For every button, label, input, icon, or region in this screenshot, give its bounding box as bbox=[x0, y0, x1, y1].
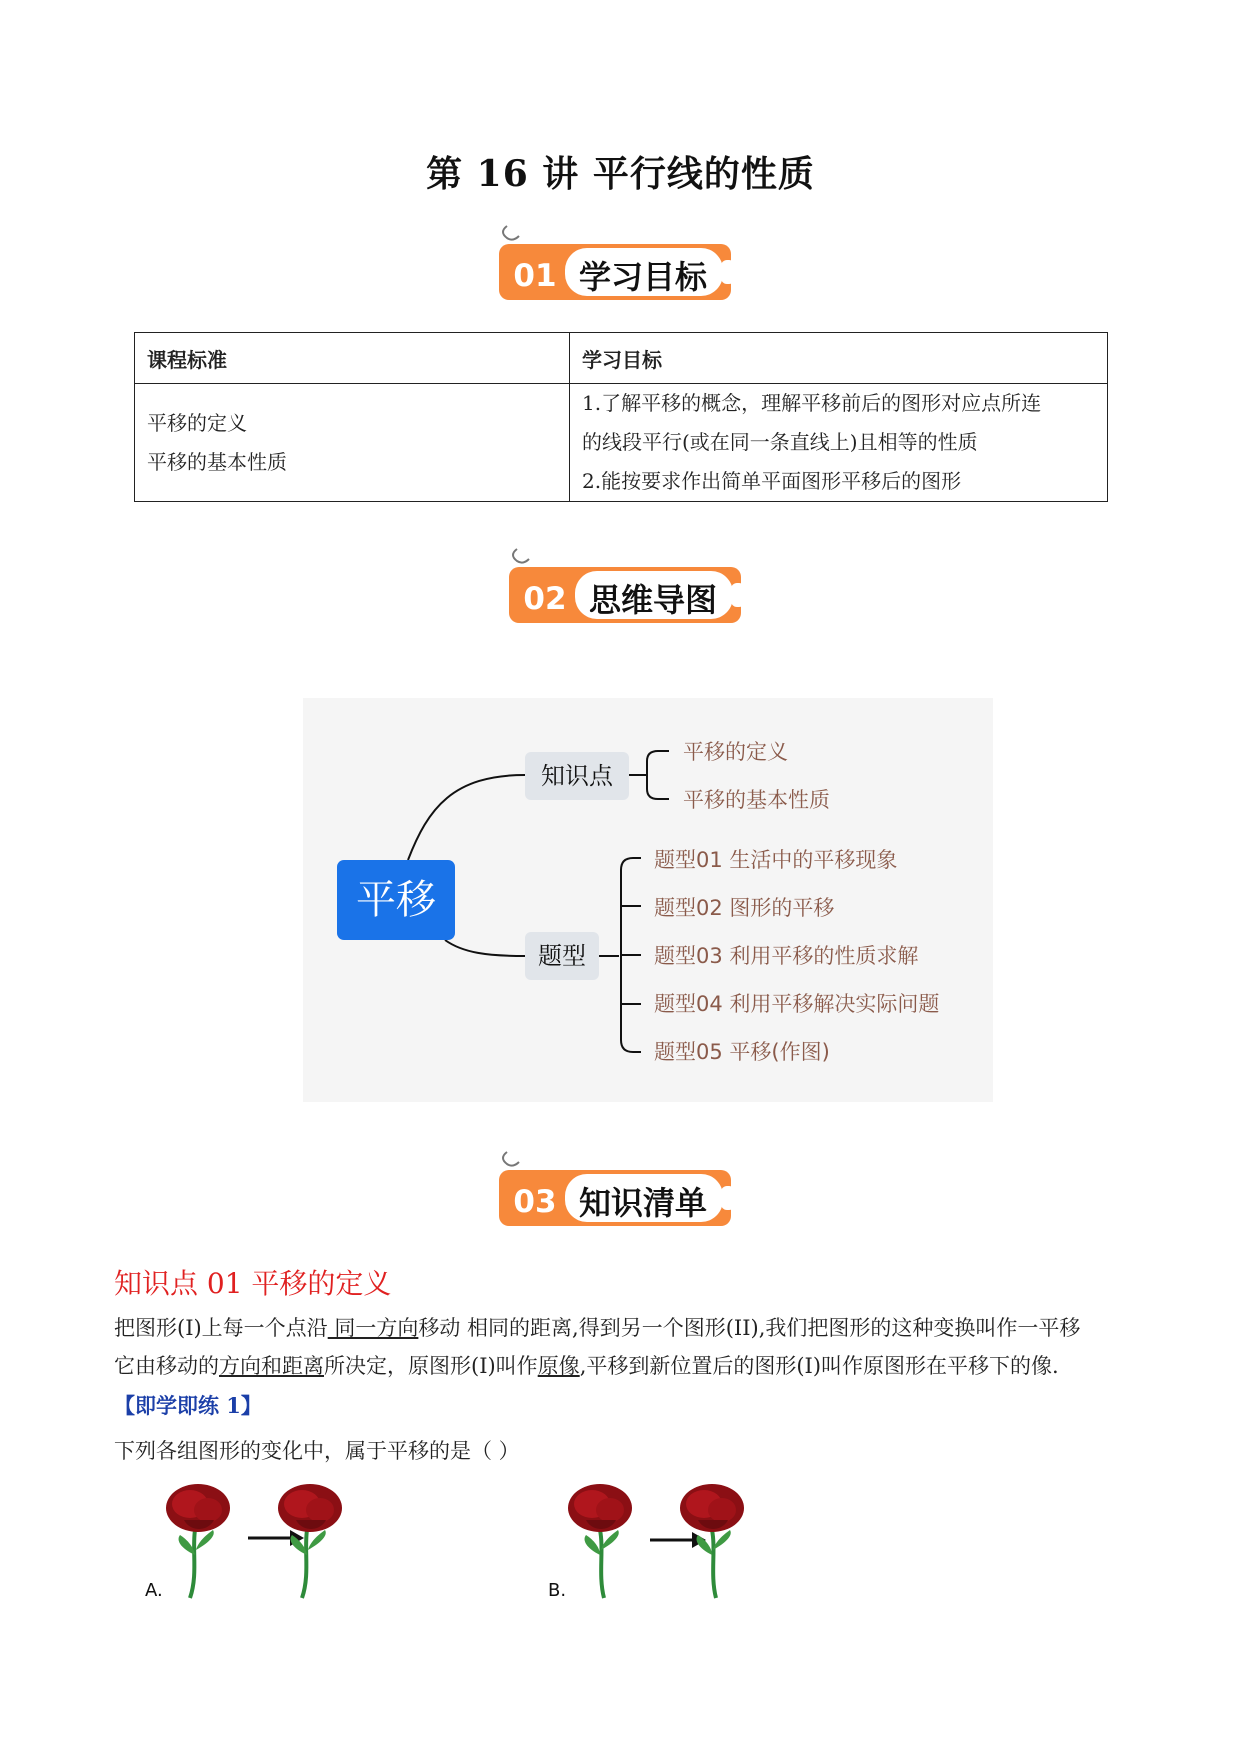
section-badge-goals bbox=[495, 222, 735, 302]
mind-map-root: 平移 bbox=[337, 860, 455, 940]
underlined-term: 方向和距离 bbox=[219, 1354, 324, 1378]
objective-line: 的线段平行(或在同一条直线上)且相等的性质 bbox=[582, 430, 978, 454]
standard-item: 平移的定义 bbox=[147, 410, 247, 435]
option-b-figure bbox=[542, 1480, 802, 1600]
text-run: 它由移动的 bbox=[114, 1354, 219, 1378]
standard-item: 平移的基本性质 bbox=[147, 449, 287, 474]
badge-label: 学习目标 bbox=[578, 258, 707, 296]
option-a-figure bbox=[140, 1480, 400, 1600]
section-badge-knowledge bbox=[495, 1148, 735, 1228]
mind-map-leaf: 题型05 平移(作图) bbox=[654, 1040, 830, 1064]
goals-table bbox=[134, 332, 1108, 502]
table-cell-standards bbox=[135, 384, 570, 502]
section-badge-mindmap bbox=[505, 545, 745, 625]
mind-map bbox=[303, 698, 993, 1102]
table-cell-objectives bbox=[570, 384, 1108, 502]
mind-map-leaf: 平移的定义 bbox=[683, 740, 788, 764]
badge-label: 知识清单 bbox=[578, 1184, 707, 1222]
definition-line-2 bbox=[114, 1350, 1059, 1380]
text-run: ,平移到新位置后的图形(I)叫作原图形在平移下的像. bbox=[579, 1354, 1059, 1378]
knowledge-point-title: 知识点 01 平移的定义 bbox=[114, 1267, 392, 1300]
badge-label: 思维导图 bbox=[588, 581, 717, 619]
mind-map-leaf: 平移的基本性质 bbox=[683, 788, 830, 812]
rose-icon bbox=[278, 1484, 342, 1598]
rose-icon bbox=[166, 1484, 230, 1598]
rose-icon bbox=[568, 1484, 632, 1598]
underlined-term: 同一方向 bbox=[327, 1316, 419, 1340]
badge-number: 01 bbox=[513, 258, 557, 294]
practice-heading: 【即学即练 1】 bbox=[114, 1393, 262, 1418]
rose-translation-graphic bbox=[542, 1480, 802, 1600]
badge-number: 02 bbox=[523, 581, 567, 617]
rose-translation-graphic bbox=[140, 1480, 400, 1600]
text-run: 移动 相同的距离,得到另一个图形(II),我们把图形的这种变换叫作一平移 bbox=[418, 1316, 1081, 1340]
mind-map-leaf: 题型02 图形的平移 bbox=[654, 896, 835, 920]
text-run: 所决定，原图形(I)叫作 bbox=[324, 1354, 538, 1378]
mind-map-leaf: 题型01 生活中的平移现象 bbox=[654, 848, 898, 872]
mind-map-branch-types: 题型 bbox=[525, 932, 599, 980]
table-header-objective: 学习目标 bbox=[570, 333, 1108, 384]
practice-question: 下列各组图形的变化中，属于平移的是（ ） bbox=[114, 1439, 520, 1463]
badge-number: 03 bbox=[513, 1184, 557, 1220]
option-b-label[interactable]: B. bbox=[548, 1580, 567, 1601]
mind-map-leaf: 题型03 利用平移的性质求解 bbox=[654, 944, 919, 968]
mind-map-leaf: 题型04 利用平移解决实际问题 bbox=[654, 992, 940, 1016]
mind-map-branch-knowledge: 知识点 bbox=[525, 752, 629, 800]
page-title: 第 16 讲 平行线的性质 bbox=[426, 153, 815, 195]
objective-line: 2.能按要求作出简单平面图形平移后的图形 bbox=[582, 469, 962, 493]
table-header-standard: 课程标准 bbox=[135, 333, 570, 384]
definition-line-1 bbox=[114, 1312, 1080, 1342]
objective-line: 1.了解平移的概念，理解平移前后的图形对应点所连 bbox=[582, 391, 1042, 415]
option-a-label[interactable]: A. bbox=[145, 1580, 163, 1601]
underlined-term: 原像 bbox=[537, 1354, 580, 1378]
text-run: 把图形(I)上每一个点沿 bbox=[114, 1316, 328, 1340]
